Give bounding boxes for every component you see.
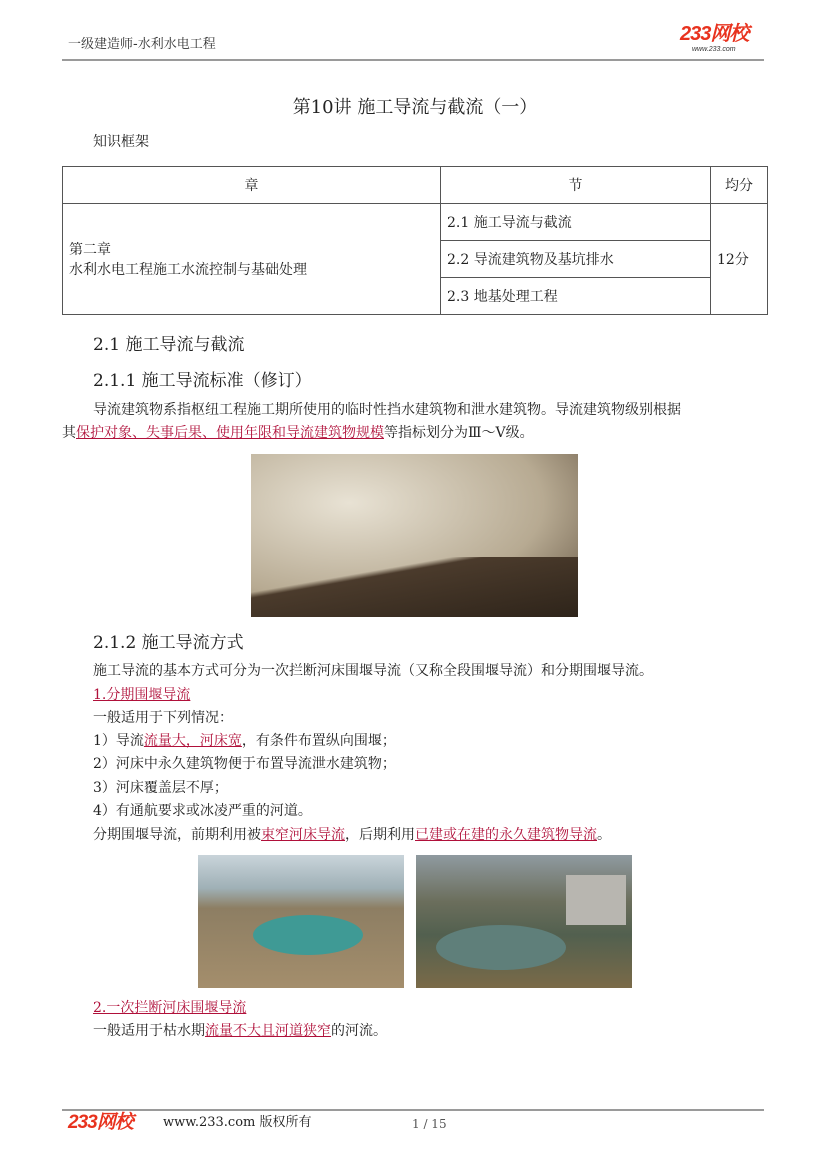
cofferdam-photo-2 <box>416 855 632 988</box>
paragraph: 导流建筑物系指枢纽工程施工期所使用的临时性挡水建筑物和泄水建筑物。导流建筑物级别根据 <box>93 402 681 418</box>
section-cell: 2.2 导流建筑物及基坑排水 <box>441 241 711 278</box>
col-header-score: 均分 <box>711 167 768 204</box>
list-item: 3）河床覆盖层不厚； <box>93 780 228 796</box>
subheading-full-closure: 2.一次拦断河床围堰导流 <box>93 1000 247 1016</box>
footer-divider <box>62 1109 764 1111</box>
paragraph: 一般适用于枯水期流量不大且河道狭窄的河流。 <box>93 1023 387 1039</box>
framework-label: 知识框架 <box>93 134 149 150</box>
heading-2-1-2: 2.1.2 施工导流方式 <box>93 633 244 653</box>
header-logo-url: www.233.com <box>692 46 736 53</box>
section-cell: 2.3 地基处理工程 <box>441 278 711 315</box>
score-cell: 12分 <box>711 204 768 315</box>
list-item: 4）有通航要求或冰凌严重的河道。 <box>93 803 312 819</box>
chapter-number: 第二章 <box>69 242 111 258</box>
page-number: 1 / 15 <box>412 1117 447 1131</box>
header-logo: 233网校 <box>680 23 749 45</box>
knowledge-table <box>62 166 768 315</box>
paragraph: 分期围堰导流，前期利用被束窄河床导流，后期利用已建或在建的永久建筑物导流。 <box>93 827 611 843</box>
footer-copyright: www.233.com 版权所有 <box>163 1115 312 1130</box>
cofferdam-photo-1 <box>198 855 404 988</box>
illustration-image <box>251 454 578 617</box>
highlight: 保护对象、失事后果、使用年限和导流建筑物规模 <box>76 425 384 441</box>
chapter-cell <box>63 204 441 315</box>
chapter-title: 水利水电工程施工水流控制与基础处理 <box>69 262 307 278</box>
footer-logo: 233网校 <box>68 1112 133 1133</box>
list-item: 2）河床中永久建筑物便于布置导流泄水建筑物； <box>93 756 396 772</box>
section-cell: 2.1 施工导流与截流 <box>441 204 711 241</box>
subheading-staged: 1.分期围堰导流 <box>93 687 191 703</box>
page-title: 第10讲 施工导流与截流（一） <box>292 97 538 118</box>
header-subject: 一级建造师-水利水电工程 <box>68 37 216 52</box>
heading-2-1: 2.1 施工导流与截流 <box>93 335 245 355</box>
heading-2-1-1: 2.1.1 施工导流标准（修订） <box>93 371 312 391</box>
paragraph: 一般适用于下列情况： <box>93 710 233 726</box>
col-header-section: 节 <box>441 167 711 204</box>
col-header-chapter: 章 <box>63 167 441 204</box>
list-item: 1）导流流量大，河床宽，有条件布置纵向围堰； <box>93 733 396 749</box>
paragraph: 其保护对象、失事后果、使用年限和导流建筑物规模等指标划分为Ⅲ～Ⅴ级。 <box>62 425 534 441</box>
header-divider <box>62 59 764 61</box>
paragraph: 施工导流的基本方式可分为一次拦断河床围堰导流（又称全段围堰导流）和分期围堰导流。 <box>93 663 653 679</box>
